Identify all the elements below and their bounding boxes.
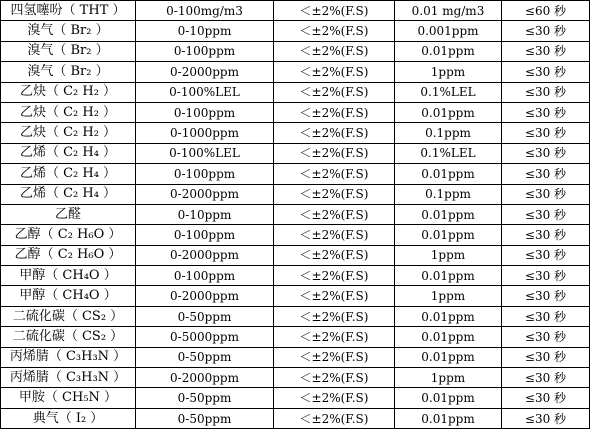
accuracy-cell: ＜±2%(F.S) xyxy=(274,82,395,102)
table-row xyxy=(1,408,590,428)
table-row xyxy=(1,306,590,326)
response-time-cell: ≤30 秒 xyxy=(502,204,590,224)
resolution-cell: 0.01ppm xyxy=(395,388,502,408)
table-row xyxy=(1,204,590,224)
resolution-cell: 0.01ppm xyxy=(395,102,502,122)
table-row xyxy=(1,143,590,163)
gas-name-cell: 丙烯腈（ C₃H₃N ） xyxy=(1,368,136,388)
accuracy-cell: ＜±2%(F.S) xyxy=(274,102,395,122)
gas-name-cell: 溴气（ Br₂ ） xyxy=(1,62,136,82)
gas-name-cell: 丙烯腈（ C₃H₃N ） xyxy=(1,347,136,367)
accuracy-cell: ＜±2%(F.S) xyxy=(274,408,395,428)
resolution-cell: 0.01ppm xyxy=(395,327,502,347)
table-row xyxy=(1,184,590,204)
response-time-cell: ≤30 秒 xyxy=(502,245,590,265)
table-row xyxy=(1,347,590,367)
response-time-cell: ≤30 秒 xyxy=(502,286,590,306)
gas-name-cell: 二硫化碳（ CS₂ ） xyxy=(1,306,136,326)
resolution-cell: 0.01ppm xyxy=(395,408,502,428)
range-cell: 0-100ppm xyxy=(136,41,274,61)
range-cell: 0-100%LEL xyxy=(136,143,274,163)
response-time-cell: ≤30 秒 xyxy=(502,266,590,286)
gas-spec-table-body xyxy=(1,1,590,429)
resolution-cell: 0.01ppm xyxy=(395,204,502,224)
accuracy-cell: ＜±2%(F.S) xyxy=(274,123,395,143)
accuracy-cell: ＜±2%(F.S) xyxy=(274,225,395,245)
gas-name-cell: 甲醇（ CH₄O ） xyxy=(1,286,136,306)
range-cell: 0-100ppm xyxy=(136,164,274,184)
response-time-cell: ≤30 秒 xyxy=(502,123,590,143)
table-row xyxy=(1,102,590,122)
table-row xyxy=(1,286,590,306)
gas-name-cell: 溴气（ Br₂ ） xyxy=(1,41,136,61)
accuracy-cell: ＜±2%(F.S) xyxy=(274,306,395,326)
accuracy-cell: ＜±2%(F.S) xyxy=(274,388,395,408)
resolution-cell: 0.001ppm xyxy=(395,21,502,41)
accuracy-cell: ＜±2%(F.S) xyxy=(274,368,395,388)
accuracy-cell: ＜±2%(F.S) xyxy=(274,347,395,367)
range-cell: 0-2000ppm xyxy=(136,184,274,204)
range-cell: 0-50ppm xyxy=(136,347,274,367)
response-time-cell: ≤30 秒 xyxy=(502,408,590,428)
table-row xyxy=(1,21,590,41)
gas-name-cell: 甲胺（ CH₅N ） xyxy=(1,388,136,408)
range-cell: 0-100ppm xyxy=(136,266,274,286)
accuracy-cell: ＜±2%(F.S) xyxy=(274,204,395,224)
table-row xyxy=(1,225,590,245)
accuracy-cell: ＜±2%(F.S) xyxy=(274,266,395,286)
response-time-cell: ≤60 秒 xyxy=(502,1,590,21)
response-time-cell: ≤30 秒 xyxy=(502,143,590,163)
gas-name-cell: 乙烯（ C₂ H₄ ） xyxy=(1,164,136,184)
resolution-cell: 0.01ppm xyxy=(395,347,502,367)
accuracy-cell: ＜±2%(F.S) xyxy=(274,245,395,265)
table-row xyxy=(1,62,590,82)
response-time-cell: ≤30 秒 xyxy=(502,368,590,388)
range-cell: 0-50ppm xyxy=(136,306,274,326)
response-time-cell: ≤30 秒 xyxy=(502,388,590,408)
range-cell: 0-2000ppm xyxy=(136,245,274,265)
response-time-cell: ≤30 秒 xyxy=(502,164,590,184)
range-cell: 0-10ppm xyxy=(136,204,274,224)
resolution-cell: 0.01ppm xyxy=(395,266,502,286)
range-cell: 0-50ppm xyxy=(136,408,274,428)
table-row xyxy=(1,368,590,388)
response-time-cell: ≤30 秒 xyxy=(502,82,590,102)
response-time-cell: ≤30 秒 xyxy=(502,184,590,204)
resolution-cell: 0.1ppm xyxy=(395,184,502,204)
gas-name-cell: 乙醇（ C₂ H₆O ） xyxy=(1,245,136,265)
gas-name-cell: 乙烯（ C₂ H₄ ） xyxy=(1,143,136,163)
resolution-cell: 0.01ppm xyxy=(395,41,502,61)
accuracy-cell: ＜±2%(F.S) xyxy=(274,41,395,61)
table-row xyxy=(1,327,590,347)
gas-name-cell: 乙烯（ C₂ H₄ ） xyxy=(1,184,136,204)
range-cell: 0-100%LEL xyxy=(136,82,274,102)
resolution-cell: 0.01ppm xyxy=(395,225,502,245)
resolution-cell: 0.1%LEL xyxy=(395,143,502,163)
accuracy-cell: ＜±2%(F.S) xyxy=(274,184,395,204)
resolution-cell: 0.1%LEL xyxy=(395,82,502,102)
range-cell: 0-10ppm xyxy=(136,21,274,41)
gas-name-cell: 二硫化碳（ CS₂ ） xyxy=(1,327,136,347)
range-cell: 0-50ppm xyxy=(136,388,274,408)
range-cell: 0-2000ppm xyxy=(136,286,274,306)
range-cell: 0-2000ppm xyxy=(136,62,274,82)
gas-name-cell: 乙醛 xyxy=(1,204,136,224)
table-row xyxy=(1,1,590,21)
accuracy-cell: ＜±2%(F.S) xyxy=(274,286,395,306)
resolution-cell: 0.1ppm xyxy=(395,123,502,143)
gas-name-cell: 四氢噻吩（ THT ） xyxy=(1,1,136,21)
range-cell: 0-5000ppm xyxy=(136,327,274,347)
table-row xyxy=(1,82,590,102)
gas-name-cell: 典气（ I₂ ） xyxy=(1,408,136,428)
gas-name-cell: 乙炔（ C₂ H₂ ） xyxy=(1,102,136,122)
response-time-cell: ≤30 秒 xyxy=(502,41,590,61)
accuracy-cell: ＜±2%(F.S) xyxy=(274,164,395,184)
gas-name-cell: 乙炔（ C₂ H₂ ） xyxy=(1,123,136,143)
resolution-cell: 1ppm xyxy=(395,286,502,306)
range-cell: 0-1000ppm xyxy=(136,123,274,143)
response-time-cell: ≤30 秒 xyxy=(502,62,590,82)
response-time-cell: ≤30 秒 xyxy=(502,102,590,122)
accuracy-cell: ＜±2%(F.S) xyxy=(274,21,395,41)
range-cell: 0-100ppm xyxy=(136,225,274,245)
table-row xyxy=(1,388,590,408)
resolution-cell: 1ppm xyxy=(395,62,502,82)
gas-name-cell: 溴气（ Br₂ ） xyxy=(1,21,136,41)
gas-name-cell: 甲醇（ CH₄O ） xyxy=(1,266,136,286)
range-cell: 0-100ppm xyxy=(136,102,274,122)
response-time-cell: ≤30 秒 xyxy=(502,306,590,326)
response-time-cell: ≤30 秒 xyxy=(502,225,590,245)
accuracy-cell: ＜±2%(F.S) xyxy=(274,62,395,82)
table-row xyxy=(1,41,590,61)
range-cell: 0-2000ppm xyxy=(136,368,274,388)
accuracy-cell: ＜±2%(F.S) xyxy=(274,1,395,21)
table-row xyxy=(1,123,590,143)
table-row xyxy=(1,164,590,184)
accuracy-cell: ＜±2%(F.S) xyxy=(274,143,395,163)
response-time-cell: ≤30 秒 xyxy=(502,21,590,41)
gas-name-cell: 乙醇（ C₂ H₆O ） xyxy=(1,225,136,245)
table-row xyxy=(1,245,590,265)
resolution-cell: 1ppm xyxy=(395,245,502,265)
response-time-cell: ≤30 秒 xyxy=(502,327,590,347)
range-cell: 0-100mg/m3 xyxy=(136,1,274,21)
gas-name-cell: 乙炔（ C₂ H₂ ） xyxy=(1,82,136,102)
accuracy-cell: ＜±2%(F.S) xyxy=(274,327,395,347)
resolution-cell: 0.01ppm xyxy=(395,164,502,184)
response-time-cell: ≤30 秒 xyxy=(502,347,590,367)
resolution-cell: 1ppm xyxy=(395,368,502,388)
resolution-cell: 0.01 mg/m3 xyxy=(395,1,502,21)
table-row xyxy=(1,266,590,286)
resolution-cell: 0.01ppm xyxy=(395,306,502,326)
